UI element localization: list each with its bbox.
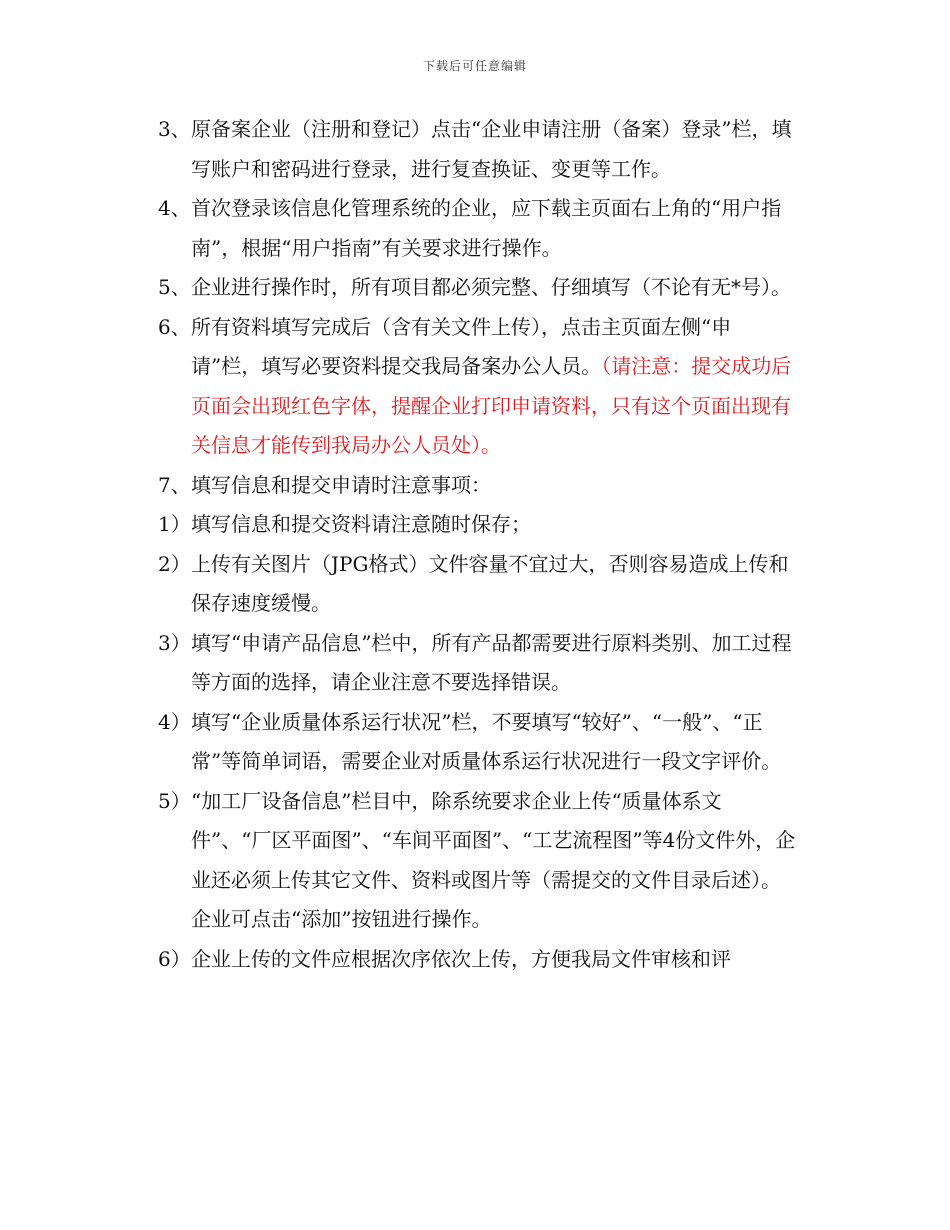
list-item bbox=[158, 268, 798, 308]
item-text-wrapper bbox=[191, 308, 798, 466]
item-text: 填写信息和提交申请时注意事项： bbox=[191, 472, 491, 497]
list-item bbox=[158, 466, 798, 506]
item-text: 首次登录该信息化管理系统的企业，应下载主页面右上角的“用户指南”，根据“用户指南”有关要求进行操作。 bbox=[191, 196, 782, 260]
item-text: 原备案企业（注册和登记）点击“企业申请注册（备案）登录”栏，填写账户和密码进行登录，进行复查换证、变更等工作。 bbox=[191, 117, 792, 181]
list-item bbox=[158, 308, 798, 466]
page-header: 下载后可任意编辑 bbox=[422, 59, 527, 73]
item-number: 4） bbox=[158, 709, 191, 734]
list-item bbox=[158, 189, 798, 268]
list-item bbox=[158, 782, 798, 940]
item-text: 填写“企业质量体系运行状况”栏，不要填写“较好”、“一般”、“正常”等简单词语，需要企业对质量体系运行状况进行一段文字评价。 bbox=[191, 709, 782, 773]
item-number: 4、 bbox=[158, 196, 191, 220]
item-text: “加工厂设备信息”栏目中，除系统要求企业上传“质量体系文件”、“厂区平面图”、“车间平面图”、“工艺流程图”等4份文件外，企业还必须上传其它文件、资料或图片等（需提交的文件目录后述）。企业可点击“添加”按钮进行操作。 bbox=[191, 788, 796, 931]
list-item bbox=[158, 940, 798, 980]
list-item bbox=[158, 545, 798, 624]
item-number: 6、 bbox=[158, 314, 191, 339]
item-text: 填写信息和提交资料请注意随时保存； bbox=[191, 512, 531, 536]
item-number: 7、 bbox=[158, 472, 191, 497]
list-item bbox=[158, 624, 798, 703]
item-number: 5） bbox=[158, 788, 191, 813]
list-item bbox=[158, 703, 798, 782]
item-text: 填写“申请产品信息”栏中，所有产品都需要进行原料类别、加工过程等方面的选择，请企业注意不要选择错误。 bbox=[191, 630, 792, 694]
item-text: 上传有关图片（JPG格式）文件容量不宜过大，否则容易造成上传和保存速度缓慢。 bbox=[191, 551, 789, 615]
list-item bbox=[158, 110, 798, 189]
list-item bbox=[158, 505, 798, 545]
item-text: 所有资料填写完成后（含有关文件上传），点击主页面左侧“申请”栏，填写必要资料提交我局备案办公人员。 bbox=[191, 314, 732, 378]
item-number: 1） bbox=[158, 512, 191, 536]
item-number: 5、 bbox=[158, 275, 191, 299]
document-body bbox=[158, 110, 798, 979]
item-number: 3） bbox=[158, 630, 191, 655]
item-number: 2） bbox=[158, 551, 191, 576]
item-text: 企业上传的文件应根据次序依次上传，方便我局文件审核和评 bbox=[191, 946, 731, 971]
item-number: 3、 bbox=[158, 117, 191, 141]
item-number: 6） bbox=[158, 946, 191, 971]
item-text: 企业进行操作时，所有项目都必须完整、仔细填写（不论有无*号）。 bbox=[191, 275, 791, 299]
red-notice-text: （请注意：提交成功后页面会出现红色字体，提醒企业打印申请资料，只有这个页面出现有关信息才能传到我局办公人员处）。 bbox=[191, 354, 792, 457]
